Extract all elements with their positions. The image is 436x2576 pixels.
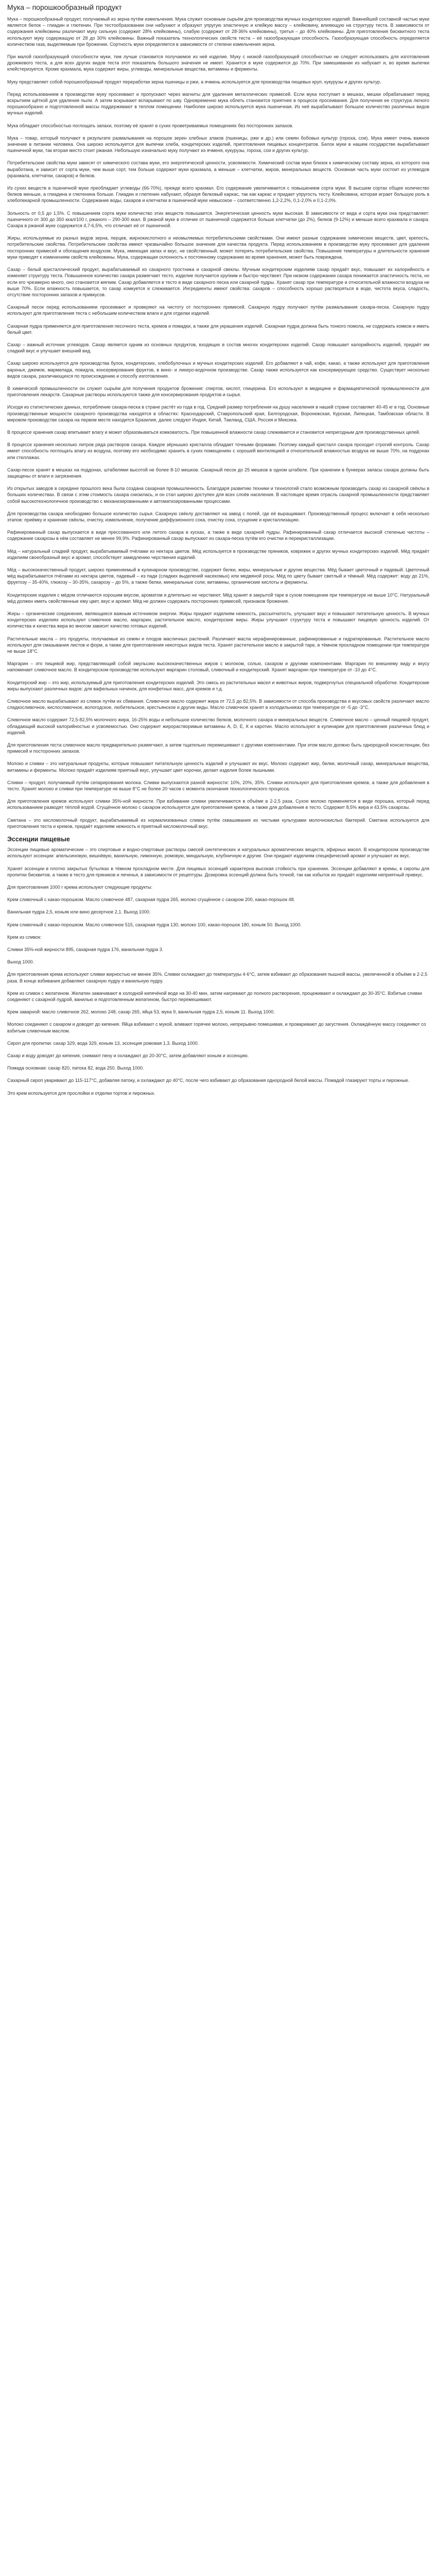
paragraph: Сахар – важный источник углеводов. Сахар является одним из основных продуктов, входящих в состав многих кондитерских изделий. Сахар повышает калорийность изделий, придаёт им сладкий вкус и улучшает внешний вид.	[7, 342, 429, 354]
recipe-line: Сироп для пропитки: сахар 329, вода 329, коньяк 13, эссенция ромовая 1,3. Выход 1000.	[7, 1040, 199, 1046]
paragraph: Мука – товар, который получают в результате размалывания на порошок зерен хлебных злаков (пшеницы, ржи и др.) или семян бобовых культур (гороха, сои). Мука имеет очень важное значение в питании человека. Она широко используется для выпечки хлеба, кондитерских изделий, приготовления пищевых концентратов. Белок муки в нашем государстве вырабатывают пшеничной муки, так вторая место стоит ржаная. Небольшую изначально муку получают из ячменя, кукурузы, гороха, сои и других культур.	[7, 135, 429, 154]
section-heading: Эссенции пищевые	[7, 836, 70, 843]
paragraph: Перед использованием в производстве муку просеивают и пропускают через магниты для удаления металлических примесей. Если мука поступает в мешках, мешки обрабатывают перед вскрытием щёткой для удаления пыли. А затем вскрывают вспарывают по шву. Одновременно мука облеть становится приятнее в процессе просеивания. Для получения ее структура легкого порошкообразно и подготовленной массы поддерживают в теплом помещении. Наиболее широко используется мука пшеничная. Из неё вырабатывают большое количество различных видов мучных изделий.	[7, 91, 429, 116]
paragraph: Сливки – продукт, получаемый путём сепарирования молока. Сливки выпускаются разной жирности: 10%, 20%, 35%. Сливки используют для приготовления кремов, а также для добавления в тесто. Хранят молоко и сливки при температуре не выше 8°С не более 20 часов с момента окончания технологического процесса.	[7, 779, 429, 792]
paragraph: Сахар широко используется для производства булок, кондитерских, хлебобулочных и мучных кондитерских изделий. Его добавляют в чай, кофе, какао, а также используют для приготовления варенья, джемов, мармелада, повидла, консервирования фруктов, в вино- и ликеро-водочном производстве. Сахар также используется как консервирующее средство. Существует несколько видов сахара, различающихся по происхождению и способу изготовления.	[7, 361, 429, 379]
paragraph: Жиры – органические соединения, являющиеся важным источником энергии. Жиры придают изделиям нежность, рассыпчатость, улучшают вкус и повышают питательную ценность. В мучных кондитерских изделиях используют сливочное масло, маргарин, растительное масло, кондитерские жиры. Жиры улучшают структуру теста и повышают пищевую ценность изделий. От количества и качества жира во многом зависит качество готовых изделий.	[7, 611, 429, 629]
recipe-line: Молоко соединяют с сахаром и доводят до кипения. Яйца взбивают с мукой, вливают горячее молоко, непрерывно помешивая, и проваривают до загустения. Охлаждённую массу соединяют со взбитым сливочным маслом.	[7, 1022, 426, 1033]
paragraph: Сахарный песок перед использованием просеивают и проверяют на чистоту от посторонних примесей. Сахарную пудру получают путём размалывания сахара-песка. Сахарную пудру используют для приготовления теста с небольшим количеством влаги и для отделки изделий.	[7, 304, 429, 316]
paragraph: Растительные масла – это продукты, получаемые из семян и плодов масличных растений. Различают масла нерафинированные, рафинированные и гидратированные. Растительное масло используют для смазывания листов и форм, а также для приготовления некоторых видов теста. Хранят растительное масло в закрытой таре, в тёмном прохладном помещении при температуре не выше 18°С.	[7, 636, 429, 654]
paragraph: В процессе хранения несколько литров ряда растворов сахара. Каждое зёрнышко кристалла обладает точными формами. Поэтому каждый кристалл сахара проходит строгий контроль. Сахар имеет способность поглощать влагу из воздуха, поэтому его необходимо хранить в сухих помещениях с хорошей вентиляцией и относительной влажностью воздуха не выше 70%, на поддонах или стеллажах.	[7, 442, 429, 460]
recipe-line: Крем заварной: масло сливочное 262, молоко 248, сахар 265, яйца 53, мука 9, ванильная пудра 2,5, коньяк 11. Выход 1000.	[7, 1009, 275, 1015]
recipe-line: Крем сливочный с какао-порошком. Масло сливочное 515, сахарная пудра 130, молоко 100, какао-порошок 180, коньяк 50. Выход 1000.	[7, 922, 302, 927]
recipe-line: Для приготовления крема используют сливки жирностью не менее 35%. Сливки охлаждают до температуры 4-6°С, затем взбивают до образования пышной массы, увеличенной в объёме в 2-2,5 раза. В конце взбивания добавляют сахарную пудру и ванильную пудру.	[7, 972, 428, 984]
section-17	[7, 636, 429, 673]
section-8	[7, 323, 429, 335]
document	[7, 3, 429, 1103]
paragraph: Рафинированный сахар выпускается в виде прессованного или литого сахара в кусках, а также в виде сахарной пудры. Рафинированный сахар отличается высокой степенью чистоты – содержание сахарозы в нём составляет не менее 99,9%. Рафинированный сахар выпускают из сахара-песка путём его очистки и перекристаллизации.	[7, 530, 429, 541]
paragraph: Хранят эссенции в плотно закрытых бутылках в тёмном прохладном месте. Для пищевых эссенций характерна высокая стойкость при хранении. Эссенции добавляют в кремы, в сиропы для пропитки бисквитов, а также в тесто для пряников и печенья, в зависимости от рецептуры. Дозировка эссенций должна быть точной, так как избыток их придаёт изделиям неприятный привкус.	[7, 866, 429, 877]
page-title: Мука – порошкообразный продукт	[7, 3, 122, 11]
paragraph: Сахарный сироп уваривают до 115-117°С, добавляя патоку, и охлаждают до 40°С, после чего взбивают до образования однородной белой массы. Помадой глазируют торты и пирожные.	[7, 1078, 410, 1083]
paragraph: Эссенции пищевые ароматические – это спиртовые и водно-спиртовые растворы смесей синтетических и натуральных ароматических веществ, эфирных масел. В кондитерском производстве используют эссенции: апельсиновую, вишнёвую, ванильную, лимонную, ромовую, миндальную, клубничную и другие. Они придают изделиям специфический аромат и улучшают их вкус.	[7, 847, 429, 859]
recipe-line: Сахар и воду доводят до кипения, снимают пену и охлаждают до 20-30°С, затем добавляют коньяк и эссенцию.	[7, 1053, 249, 1058]
section-2	[7, 91, 429, 129]
paragraph: Мука обладает способностью поглощать запахи, поэтому её хранят в сухих проветриваемых помещениях без посторонних запахов.	[7, 123, 293, 128]
final-section	[7, 1077, 429, 1096]
section-16	[7, 611, 429, 630]
recipe-line: Крем сливочный с какао-порошком. Масло сливочное 487, сахарная пудра 265, молоко сгущённое с сахаром 200, какао-порошок 48.	[7, 897, 295, 903]
section-14	[7, 529, 429, 561]
section-12	[7, 442, 429, 479]
paragraph: Это крем используется для прослойки и отделки тортов и пирожных.	[7, 1090, 155, 1096]
section-19	[7, 760, 429, 829]
section-18	[7, 680, 429, 755]
paragraph: В химической промышленности он служит сырьём для получения продуктов брожения: спиртов, кислот, глицерина. Его используют в медицине и фармацевтической промышленности для приготовления лекарств. Сахарные растворы используются также для консервирования продуктов и сырья.	[7, 385, 429, 398]
paragraph: Жиры, используемые из разных видов зерна, перцев, жирнокислотного и неомыляемых потребительскими свойствами. Они имеют разные содержание химических веществ, цвет, крепость, потребительские свойства. Потребительские свойства имеют чрезвычайно большое значение для качества продукта. Перед использованием в производстве муку просеивают для удаления посторонних примесей и обогащения воздухом. Мука, имеющая запах и вкус, не свойственный, может потерять потребительские свойства. Повышение температуры и длительности хранения муки приводят к изменениям свойств клейковины. Мука, содержащая склонность к постоянному содержанию во время хранения, может быть повреждена.	[7, 235, 429, 260]
recipe-line: Ванильная пудра 2,5, коньяк или вино десертное 2,1. Выход 1000.	[7, 909, 151, 915]
section-4	[7, 185, 429, 229]
section-9	[7, 342, 429, 379]
paragraph: Сахар – белый кристаллический продукт, вырабатываемый из сахарного тростника и сахарной свеклы. Мучным кондитерским изделиям сахар придаёт вкус, повышает их калорийность и изменяет структуру теста. Повышенное количество сахара размягчает тесто, изделие получается хрупким и быстро черствеет. При низком содержании сахара понижается эластичность теста, но если его чрезмерно много, оно становится мягким. Сахар добавляется в тесто в виде сахарного песка или сахарной пудры. Хранят сахар при температуре и относительной влажности воздуха не выше 70%. Если влажность повышается, то сахар комкуется и слеживается. Ингредиенты имеют свойства: сахаров – способность хорошо растворяться в воде, чистота вкуса, сладость, отсутствие посторонних запахов и привкусов.	[7, 267, 429, 297]
paragraph: Исходя из статистических данных, потребление сахара-песка в стране растёт из года в год. Средний размер потребления на душу населения в нашей стране составляет 40-45 кг в год. Основные производственные мощности сахарного производства находятся в областях: Краснодарский, Ставропольский края, Белгородская, Воронежская, Курская, Липецкая, Тамбовская области. В мировом производстве сахара на первом месте находится Бразилия, далее следуют Индия, Китай, Таиланд, США, Россия и Мексика.	[7, 404, 429, 422]
paragraph: Молоко и сливки – это натуральные продукты, которые повышают питательную ценность изделий и улучшают их вкус. Молоко содержит жир, белки, молочный сахар, минеральные вещества, витамины и ферменты. Молоко придаёт изделиям приятный вкус, улучшает цвет корочки, делает изделия более пышными.	[7, 761, 429, 773]
section-3	[7, 135, 429, 179]
paragraph: Маргарин – это пищевой жир, представляющий собой эмульсию высококачественных жиров с молоком, солью, сахаром и другими компонентами. Маргарин по внешнему виду и вкусу напоминает сливочное масло. В кондитерском производстве используют маргарин столовый, сливочный и кондитерский. Хранят маргарин при температуре от -10 до 4°С.	[7, 661, 429, 673]
section-1	[7, 16, 429, 85]
paragraph: Сливочное масло содержит 72,5-82,5% молочного жира, 16-25% воды и небольшое количество белков, молочного сахара и минеральных веществ. Сливочное масло – ценный пищевой продукт, обладающий высокой калорийностью и усвояемостью. Оно содержит жирорастворимые витамины A, D, E, К и каротин. Масло используют в кулинарии для приготовления различных блюд и изделий.	[7, 717, 429, 735]
paragraph: Из открытых заводов в середине прошлого века была создана сахарная промышленность. Благодаря развитию техники и технологий стало возможным производить сахар из сахарной свёклы в больших количествах. В связи с этим стоимость сахара снизилась, и он стал широко доступен для всех слоёв населения. В настоящее время отрасль сахарной промышленности представляет собой высокотехнологичное производство с механизированными и автоматизированными процессами.	[7, 486, 429, 504]
recipe-line: Для приготовления 1000 г крема используют следующие продукты:	[7, 884, 153, 890]
paragraph: Кондитерские изделия с мёдом отличаются хорошим вкусом, ароматом и длительно не черствеют. Мёд хранят в закрытой таре в сухом помещении при температуре не выше 10°С. Натуральный мёд должен иметь свойственные ему цвет, вкус и аромат. Мёд не должен содержать посторонних примесей, признаков брожения.	[7, 592, 429, 604]
section-13	[7, 485, 429, 523]
recipe-line: Крем из сливок:	[7, 934, 42, 940]
section-10	[7, 385, 429, 398]
paragraph: Для производства сахара необходимо большое количество сырья. Сахарную свёклу доставляют на завод с полей, где её выращивают. Производственный процесс включает в себя несколько этапов: приёмку и хранение свёклы, очистку, измельчение, получение диффузионного сока, очистку сока, сгущение и кристаллизацию.	[7, 511, 429, 522]
recipe-line: Выход 1000.	[7, 959, 34, 965]
paragraph: Потребительские свойства муки зависят от химического состава муки, его энергетической ценности, усвояемости. Химический состав муки близок к химическому составу зерна, из которого она выработана, и зависит от сорта муки, чем выше сорт, тем больше содержит муки крахмала, а меньше – клетчатки, жиров, минеральных веществ. Основная часть муки состоит из углеводов (крахмала, клетчатки, сахаров) и белков.	[7, 160, 429, 178]
paragraph: Для приготовления теста сливочное масло предварительно размягчают, а затем тщательно перемешивают с другими компонентами. При этом масло должно быть однородной консистенции, без примесей и посторонних запахов.	[7, 742, 429, 754]
paragraph: При малой газообразующей способности муки, тем лучше становится получаемое из неё изделие. Муку с низкой газообразующей способностью не следует использовать для изготовления дрожжевого теста, а для всех других видов теста этот показатель большого значения не имеет. Хранится в муке содержится до 70%. При замешивании из набухает и, во время выпечки клейстеризуется. Кроме крахмала, мука содержит жиры, углеводы, минеральные вещества, витамины и ферменты.	[7, 54, 429, 72]
paragraph: Для приготовления кремов используют сливки 35%-ной жирности. При взбивании сливки увеличиваются в объёме в 2-2,5 раза. Сухое молоко применяется в виде порошка, который перед использованием разводят тёплой водой. Сгущённое молоко с сахаром используется для приготовления кремов, а также для добавления в тесто. Содержит 8,5% жира и 43,5% сахарозы.	[7, 799, 429, 810]
paragraph: Мука – порошкообразный продукт, получаемый из зерна путём измельчения. Мука служит основным сырьём для производства мучных кондитерских изделий. Важнейшей составной частью муки является белок – глиадин и глютенин. При тестообразовании они набухают и образуют упругую эластичную и клейкую массу – клейковину, влияющую на структуру теста. В зависимости от содержания клейковины различают муку сильную (содержит 28% клейковины), слабую (содержит от 28-36% клейковины), третья – до 40% клейковины. Для приготовления бисквитного теста используют муку содержащую от 28 до 30% клейковины. Важный показатель технологических свойств теста – её газообразующая способность. Газообразующая способность определяется количеством газа, выделяемым при брожении. Сортность муки определяется в зависимости от степени измельчения зерна.	[7, 16, 429, 47]
paragraph: Из сухих веществ в пшеничной муке преобладает углеводы (66-70%), прежде всего крахмал. Его содержание увеличивается с повышением сорта муки. В высшем сортах общее количество белков меньше, а глиадина и глютенина больше. Глиадин и глютенин набухают, образуя белковый каркас, так как каркас и придает упругость тесту. Клейковина, которая играет большую роль в хлебопекарной промышленности. Содержание воды, сахаров и клетчатки в пшеничной муке невысокое – соответственно 1,2-2,2%, 0,1-2,0% и 0,1-2,0%.	[7, 185, 429, 204]
section-20	[7, 846, 429, 878]
recipes	[7, 884, 429, 1071]
paragraph: Мёд – высококачественный продукт, широко применяемый в кулинарном производстве, содержит белки, жиры, минеральные и другие вещества. Мёд бывает цветочный и падевый. Цветочный мёд вырабатывается пчёлами из нектара цветов, падевый – из пади (сладких выделений насекомых) или медвяной росы. Мёд по цвету бывает светлый и тёмный. Мёд содержит: воду до 21%, фруктозу – 35-40%, глюкозу – 30-35%, сахарозу – до 5%, а также белки, минеральные соли, витамины, органические кислоты и ферменты.	[7, 567, 429, 585]
paragraph: Сахарная пудра применяется для приготовления песочного теста, кремов и помадки, а также для украшения изделий. Сахарная пудра должна быть тонкого помола, не содержать комков и иметь белый цвет.	[7, 323, 429, 335]
recipe-line: Помада основная: сахар 820, патока 82, вода 250. Выход 1000.	[7, 1065, 144, 1071]
section-6	[7, 266, 429, 298]
paragraph: Сливочное масло вырабатывают из сливок путём их сбивания. Сливочное масло содержит жира от 72,5 до 82,5%. В зависимости от способа производства и вкусовых свойств различают масло сладкосливочное, кислосливочное, вологодское, любительское, крестьянское и другие виды. Масло сливочное хранят в холодильниках при температуре от -5 до -3°С.	[7, 699, 429, 710]
paragraph: Муку представляет собой порошкообразный продукт переработки зерна пшеницы и ржи, а ячмень используется для производства пищевых круп, кукурузы и других культур.	[7, 79, 381, 84]
section-5	[7, 235, 429, 260]
section-7	[7, 304, 429, 316]
paragraph: В процессе хранения сахар впитывает влагу и может образовываться комковатость. При повышенной влажности сахар слеживается и становится непригодным для производственных целей.	[7, 429, 421, 435]
paragraph: Сахар-песок хранят в мешках на поддонах, штабелями высотой не более 8-10 мешков. Сахарный песок до 25 мешков в одном штабеле. При хранении в бункерах запасы сахара должны быть защищены от влаги и загрязнения.	[7, 467, 429, 479]
section-15	[7, 567, 429, 604]
recipe-line: Сливки 35%-ной жирности 895, сахарная пудра 176, ванильная пудра 3.	[7, 946, 164, 952]
paragraph: Зольность от 0,5 до 1,5%. С повышением сорта муки количество этих веществ повышается. Энергетическая ценность муки высокая. В зависимости от вида и сорта муки она представляет: пшеничного от 300 до 350 ккал/100 г, ржаного – 290-300 ккал. В ржаной муке в отличие от пшеничной содержится больше клетчатки (до 2%), белков (9-12%) и меньше всего крахмала и сахара. Сахара в ржаной муке содержится 4,7-6,5%, что отличает её от пшеничной.	[7, 210, 429, 229]
paragraph: Сметана – это кисломолочный продукт, вырабатываемый из нормализованных сливок путём сквашивания их чистыми культурами молочнокислых бактерий. Сметана используется для приготовления теста и кремов, придаёт изделиям нежность и приятный кисломолочный вкус.	[7, 817, 429, 829]
paragraph: Кондитерский жир – это жир, используемый для приготовления кондитерских изделий. Это смесь из растительных масел и животных жиров, подвергнутых специальной обработке. Кондитерские жиры выпускают различных видов: для вафельных начинок, для конфетных масс, для кремов и т.д.	[7, 680, 429, 691]
paragraph: Мёд – натуральный сладкий продукт, вырабатываемый пчёлами из нектара цветов. Мёд используется в производстве пряников, коврижек и других мучных кондитерских изделий. Мёд придаёт изделиям своеобразный вкус и аромат, способствует замедлению черствения изделий.	[7, 548, 429, 560]
recipe-line: Крем из сливок с желатином. Желатин замачивают в холодной кипячёной воде на 30-40 мин, затем нагревают до полного растворения, процеживают и охлаждают до 30-35°С. Взбитые сливки соединяют с сахарной пудрой, ванилью и подготовленным желатином, быстро перемешивают.	[7, 990, 422, 1002]
section-11	[7, 404, 429, 435]
